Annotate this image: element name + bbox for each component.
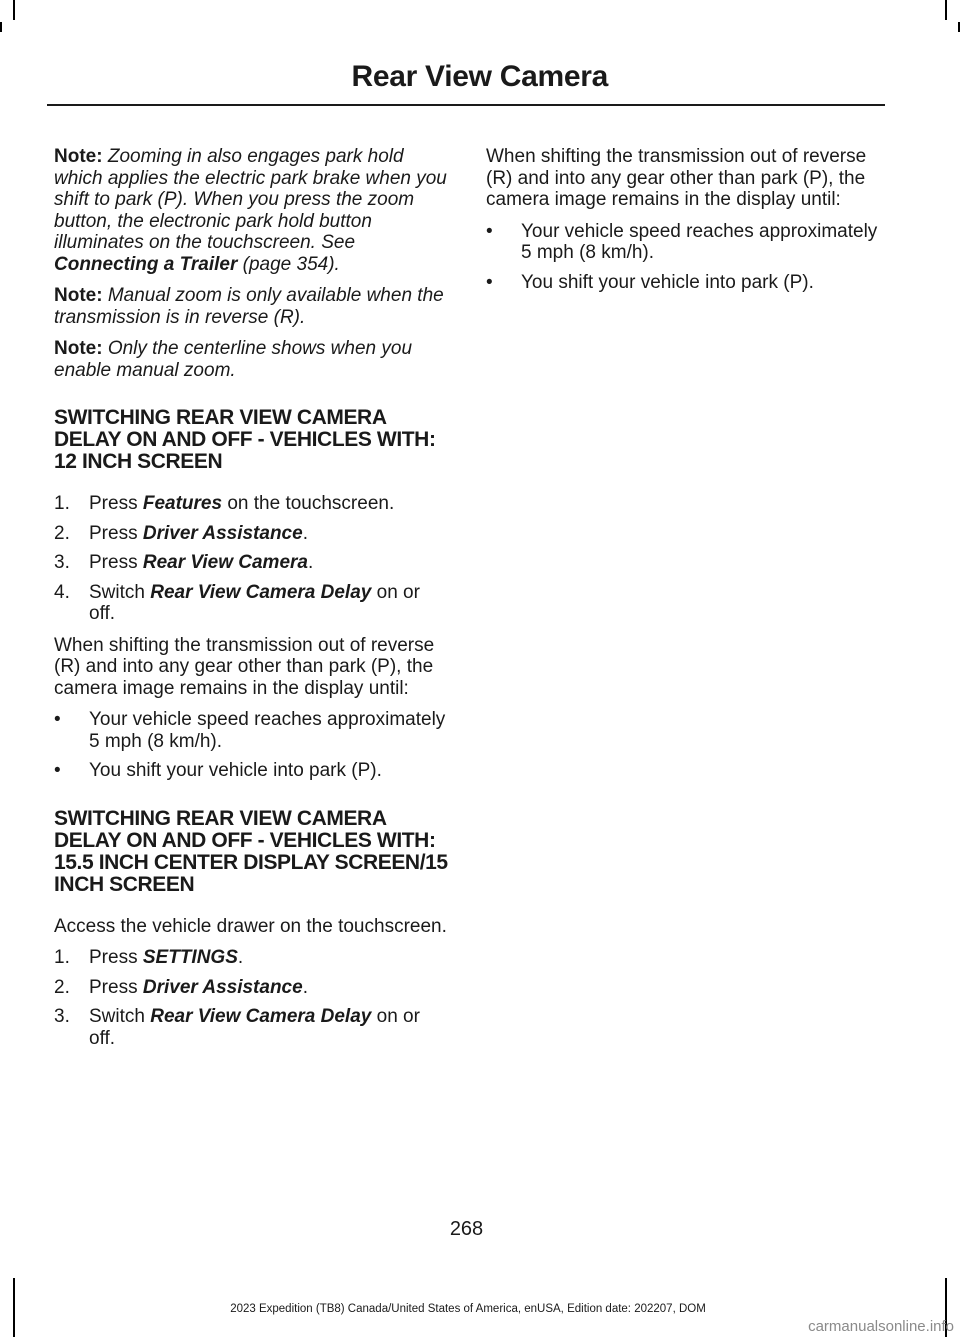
list-item: 1. Press SETTINGS. (54, 947, 244, 968)
crop-mark-top-left (13, 0, 15, 20)
edition-footer: 2023 Expedition (TB8) Canada/United States of America, enUSA, Edition date: 202207, DOM (230, 1303, 706, 1315)
header-divider (47, 104, 885, 106)
crop-mark-left-edge (0, 22, 2, 32)
list-item: • You shift your vehicle into park (P). (486, 271, 814, 293)
steps-15-inch (54, 947, 449, 1049)
list-item: 3. Switch Rear View Camera Delay on or off. (54, 1006, 420, 1049)
connecting-trailer-link[interactable]: Connecting a Trailer (54, 253, 238, 275)
right-column (486, 146, 881, 303)
page-title: Rear View Camera (351, 60, 608, 93)
paragraph-vehicle-drawer: Access the vehicle drawer on the touchscreen. (54, 915, 447, 937)
list-item: 4. Switch Rear View Camera Delay on or off. (54, 581, 420, 624)
bullets-12-inch (54, 709, 449, 782)
list-item: • Your vehicle speed reaches approximately 5 mph (8 km/h). (54, 709, 446, 752)
section-heading-12-inch: SWITCHING REAR VIEW CAMERA DELAY ON AND OFF - VEHICLES WITH: 12 INCH SCREEN (54, 406, 436, 473)
page-number: 268 (449, 1218, 484, 1240)
paragraph-shifting-right: When shifting the transmission out of reverse (R) and into any gear other than park (P), the camera image remains in the display until: (486, 146, 867, 210)
section-heading-15-inch: SWITCHING REAR VIEW CAMERA DELAY ON AND OFF - VEHICLES WITH: 15.5 INCH CENTER DISPLAY SCREEN/15 INCH SCREEN (54, 806, 448, 896)
paragraph-shifting: When shifting the transmission out of reverse (R) and into any gear other than park (P), the camera image remains in the display until: (54, 634, 435, 699)
left-column (54, 146, 449, 1059)
crop-mark-top-right (945, 0, 947, 20)
note-manual-zoom: Note: Manual zoom is only available when the transmission is in reverse (R). (54, 285, 444, 328)
list-item: • You shift your vehicle into park (P). (54, 760, 382, 781)
note-zoom: Note: Zooming in also engages park hold which applies the electric park brake when you shift to park (P). When you press the zoom button, the electronic park hold button illuminates on the touchscreen. See Connecting a Trailer (page 354). (54, 146, 447, 275)
steps-12-inch (54, 493, 449, 625)
list-item: 2. Press Driver Assistance. (54, 522, 308, 544)
watermark: carmanualsonline.info (808, 1318, 954, 1335)
list-item: 3. Press Rear View Camera. (54, 552, 314, 573)
list-item: 2. Press Driver Assistance. (54, 976, 308, 998)
list-item: • Your vehicle speed reaches approximately 5 mph (8 km/h). (486, 220, 878, 263)
list-item: 1. Press Features on the touchscreen. (54, 493, 395, 514)
note-centerline: Note: Only the centerline shows when you enable manual zoom. (54, 338, 413, 381)
bullets-right (486, 221, 881, 294)
